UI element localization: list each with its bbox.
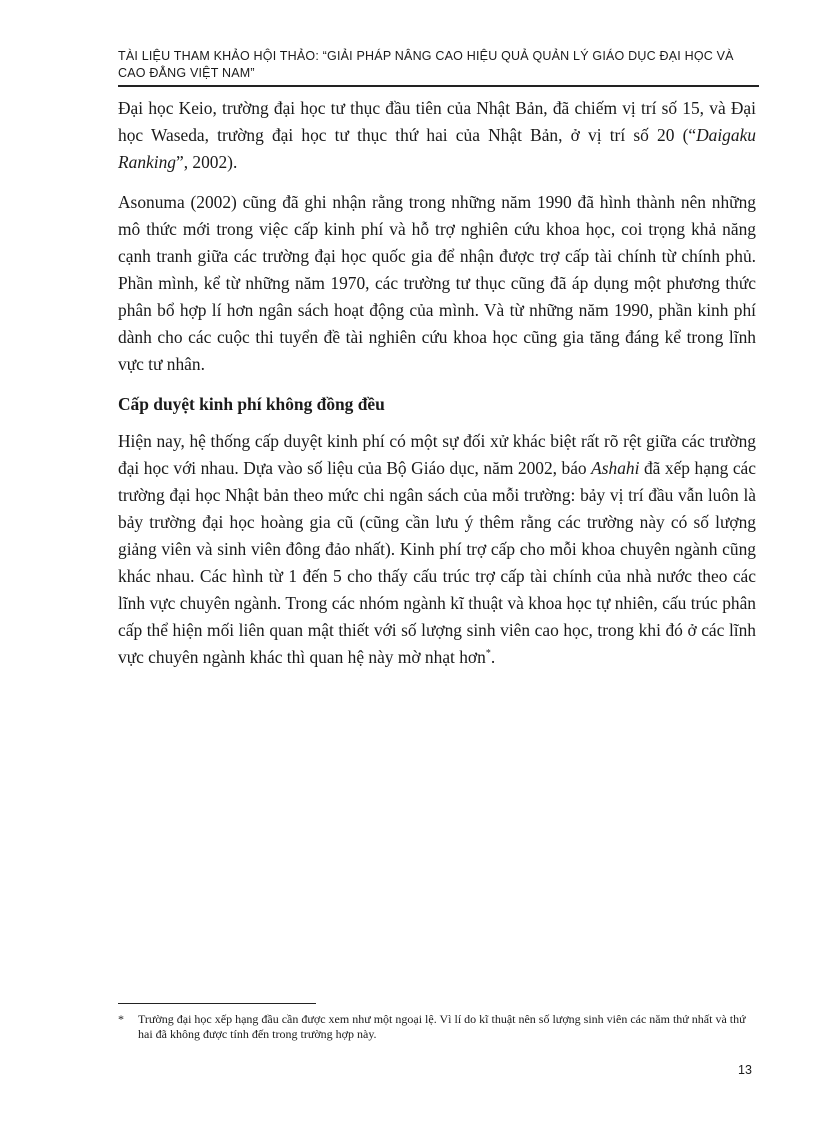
paragraph-asonuma: Asonuma (2002) cũng đã ghi nhận rằng trong những năm 1990 đã hình thành nên những mô thức mới trong việc cấp kinh phí và hỗ trợ nghiên cứu khoa học, coi trọng khả năng cạnh tranh giữa các trường đại học quốc gia để nhận được trợ cấp tài chính từ chính phủ. Phần mình, kể từ những năm 1970, các trường tư thục cũng đã áp dụng một phương thức phân bổ hợp lí hơn ngân sách hoạt động của mình. Và từ những năm 1990, phần kinh phí dành cho các cuộc thi tuyển đề tài nghiên cứu khoa học cũng gia tăng đáng kể trong lĩnh vực tư nhân. bbox=[118, 192, 756, 374]
citation-title: Daigaku Ranking bbox=[118, 125, 756, 172]
paragraph-text: đã xếp hạng các trường đại học Nhật bản theo mức chi ngân sách của mỗi trường: bảy vị trí đầu vẫn luôn là bảy trường đại học hoàng gia cũ (cũng cần lưu ý thêm rằng các trường này có số lượng giảng viên và sinh viên đông đảo nhất). Kinh phí trợ cấp cho mỗi khoa chuyên ngành cũng khác nhau. Các hình từ 1 đến 5 cho thấy cấu trúc trợ cấp tài chính của nhà nước theo các lĩnh vực chuyên ngành. Trong các nhóm ngành kĩ thuật và khoa học tự nhiên, cấu trúc phân cấp thể hiện mối liên quan mật thiết với số lượng sinh viên cao học, trong khi đó ở các lĩnh vực chuyên ngành khác thì quan hệ này mờ nhạt hơn bbox=[118, 458, 756, 667]
paragraph-funding bbox=[118, 428, 756, 671]
main-content bbox=[118, 95, 756, 684]
paragraph-keio-waseda bbox=[118, 95, 756, 176]
paragraph-text: Đại học Keio, trường đại học tư thục đầu tiên của Nhật Bản, đã chiếm vị trí số 15, và Đại học Waseda, trường đại học tư thục thứ hai của Nhật Bản, ở vị trí số 20 (“ bbox=[118, 98, 756, 145]
paragraph-text: ”, 2002). bbox=[175, 152, 238, 172]
footnote-text: Trường đại học xếp hạng đầu cần được xem như một ngoại lệ. Vì lí do kĩ thuật nên số lượng sinh viên các năm thứ nhất và thứ hai đã không được tính đến trong trường hợp này. bbox=[138, 1012, 746, 1041]
header-divider bbox=[118, 85, 759, 87]
footnote-divider bbox=[118, 1003, 316, 1004]
newspaper-name: Ashahi bbox=[591, 458, 640, 478]
paragraph-text: Hiện nay, hệ thống cấp duyệt kinh phí có một sự đối xử khác biệt rất rõ rệt giữa các trường đại học với nhau. Dựa vào số liệu của Bộ Giáo dục, năm 2002, báo bbox=[118, 431, 756, 478]
page-number: 13 bbox=[738, 1063, 752, 1077]
footnote-mark: * bbox=[118, 1012, 124, 1026]
footnote-reference[interactable]: * bbox=[485, 648, 491, 660]
footnote bbox=[118, 1012, 758, 1042]
paragraph-end: . bbox=[490, 647, 496, 667]
section-heading: Cấp duyệt kinh phí không đồng đều bbox=[118, 394, 385, 414]
running-header: TÀI LIỆU THAM KHẢO HỘI THẢO: “GIẢI PHÁP NÂNG CAO HIỆU QUẢ QUẢN LÝ GIÁO DỤC ĐẠI HỌC VÀ CAO ĐẲNG VIỆT NAM” bbox=[118, 49, 734, 80]
